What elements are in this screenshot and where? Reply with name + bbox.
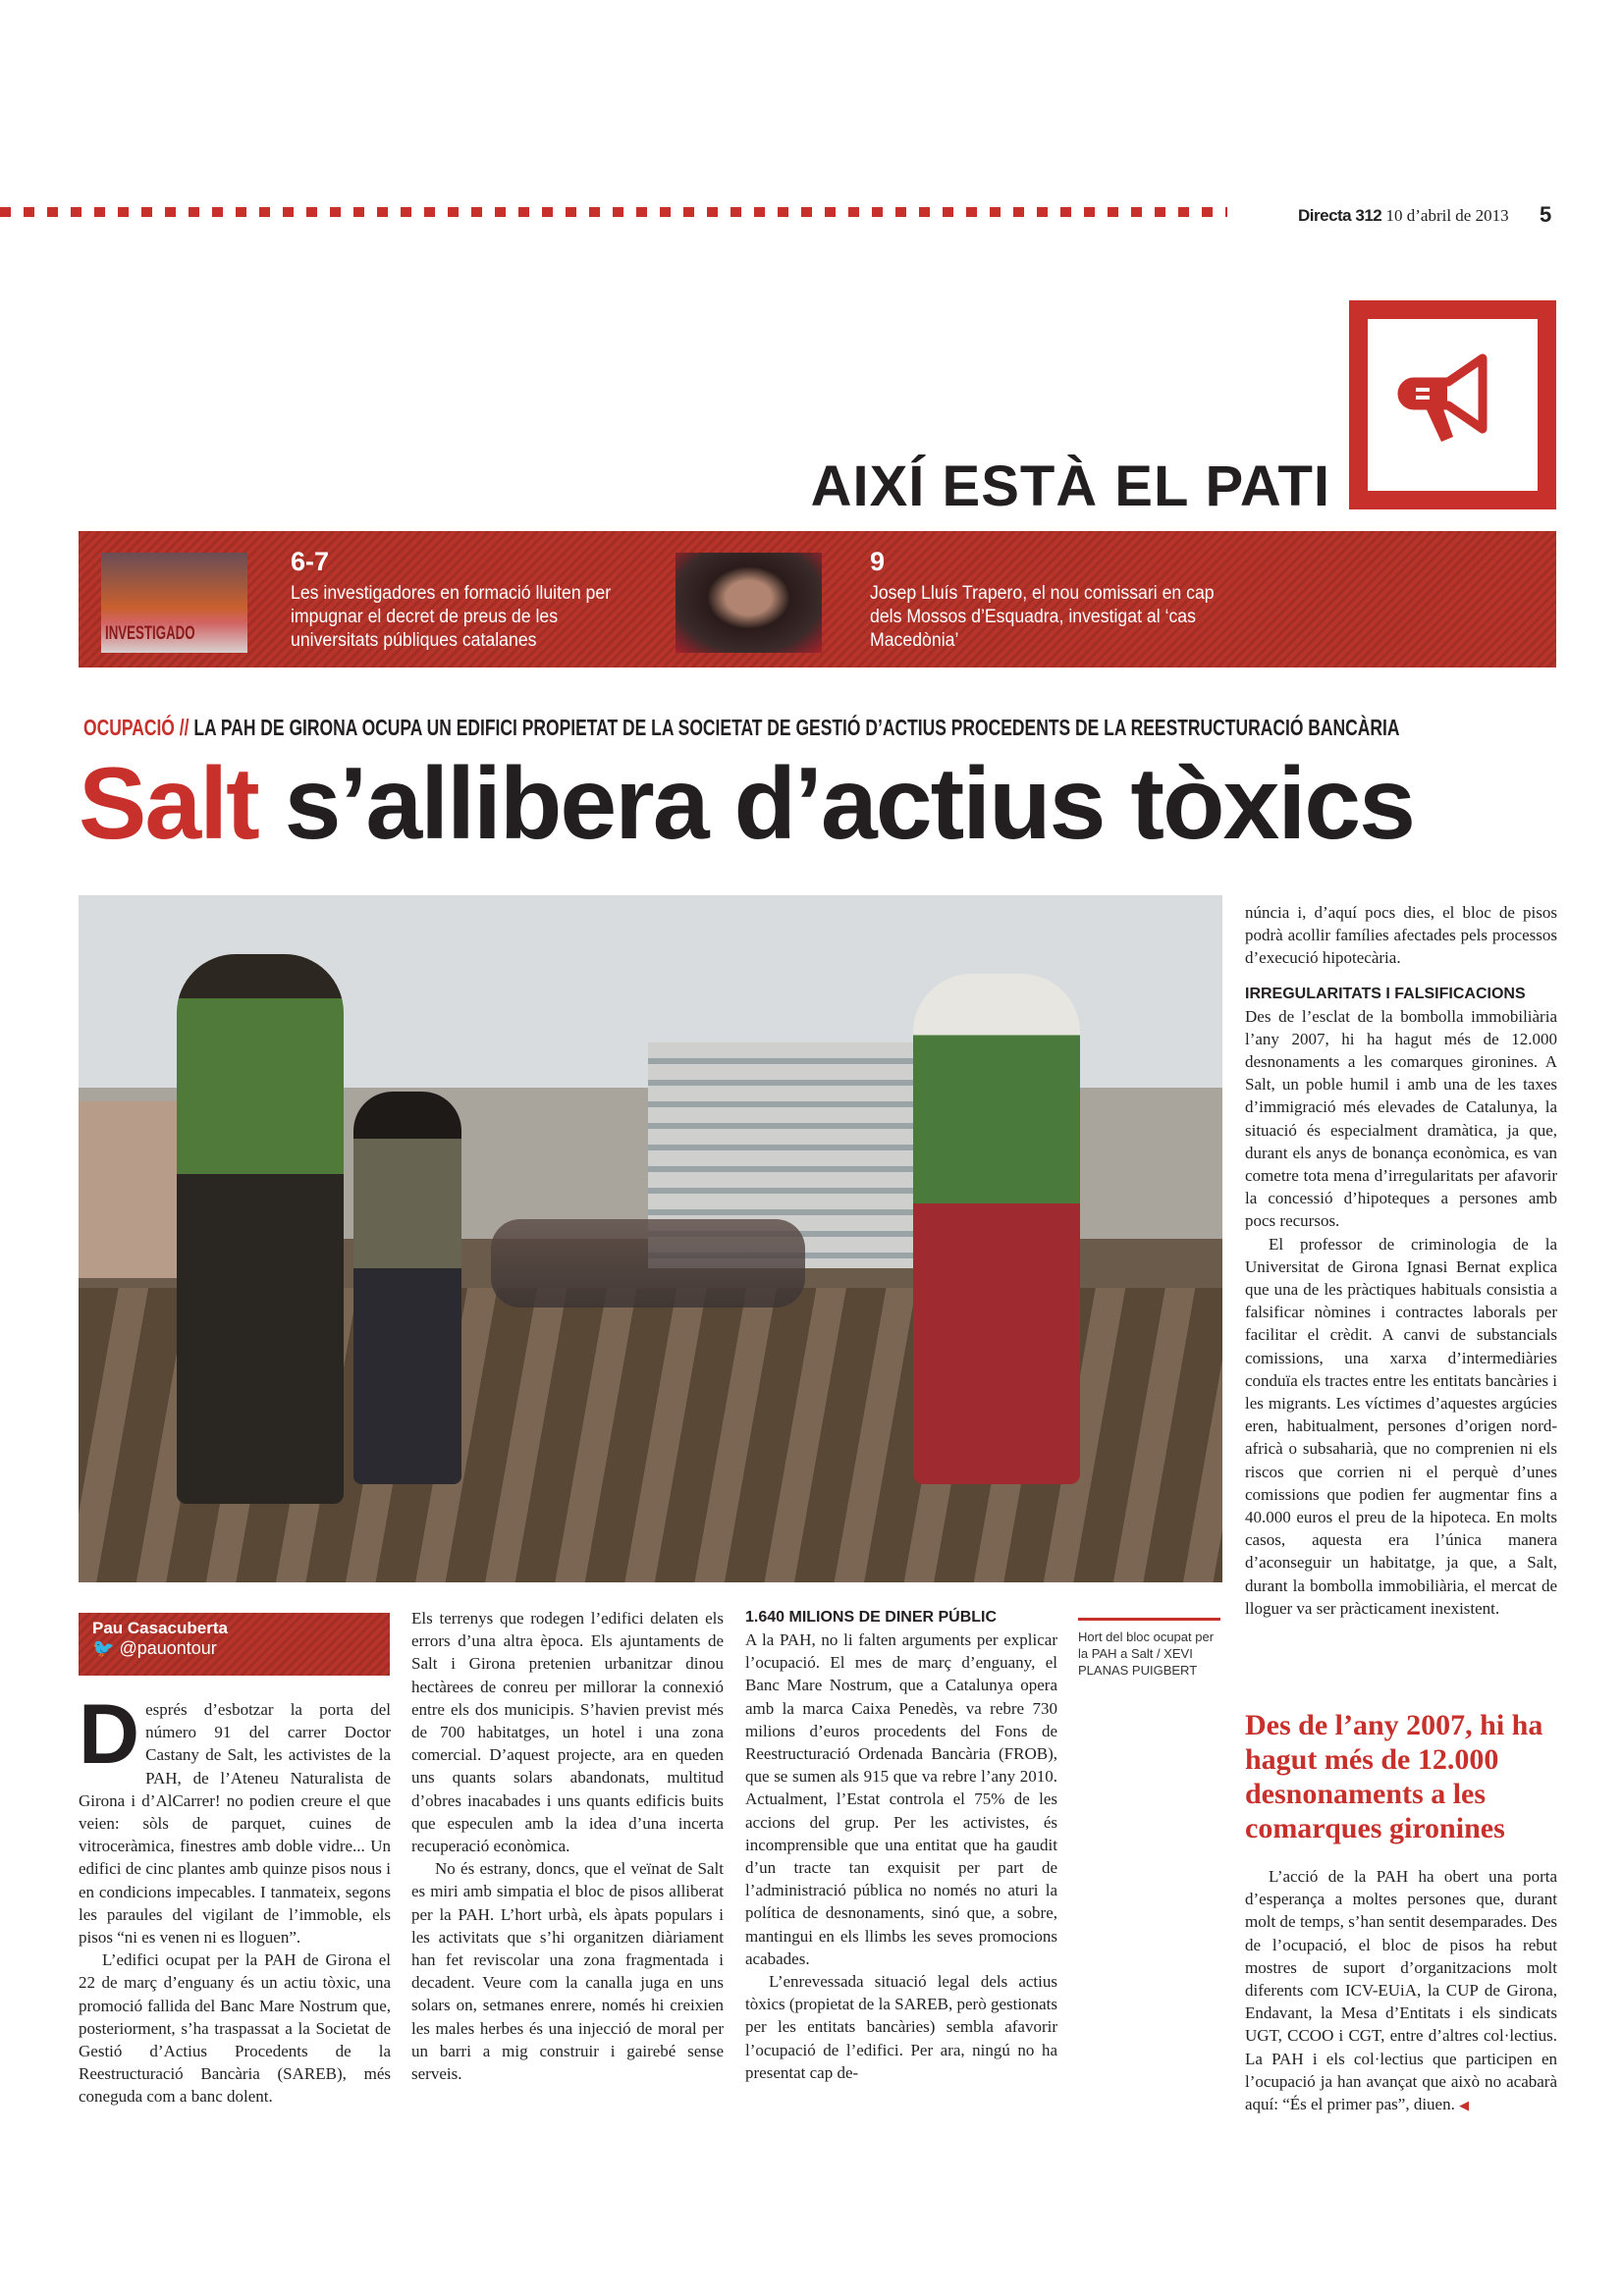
- column-4-end: [1245, 1865, 1557, 2116]
- headline: [79, 746, 1414, 863]
- headline-rest: s’allibera d’actius tòxics: [284, 747, 1414, 861]
- twitter-bird-icon: 🐦: [92, 1638, 115, 1658]
- paragraph: esprés d’esbotzar la porta del número 91 del carrer Doctor Castany de Salt, les activistes de la PAH, de l’Ateneu Naturalista de Girona i d’AlCarrer! no podien creure el que veien: sòls de parquet, cuines de vitroceràmica, finestres amb doble vidre... Un edifici de cinc plantes amb quinze pisos nous i en condicions impecables. I tanmateix, segons les paraules del vigilant de l’immoble, els pisos “ni es venen ni es lloguen”.: [79, 1700, 391, 1948]
- paragraph: No és estrany, doncs, que el veïnat de Salt es miri amb simpatia el bloc de pisos alliberat per la PAH. L’hort urbà, els àpats populars i les activitats que s’hi organitzen diàriament han fet reviscolar una zona fragmentada i decadent. Veure com la canalla juga en uns solars on, setmanes enrere, només hi creixien les males herbes és una injecció de moral per un barri a mig construir i gairebé sense serveis.: [411, 1859, 724, 2084]
- teaser-pages: 9: [870, 547, 886, 576]
- publication-name: Directa 312: [1298, 206, 1382, 225]
- main-photo-urban-garden: [79, 895, 1222, 1582]
- paragraph: Des de l’esclat de la bombolla immobiliària l’any 2007, hi ha hagut més de 12.000 desnonaments a les comarques gironines. A Salt, un poble humil i amb una de les taxes d’immigració més elevades de Catalunya, la situació és especialment dramàtica, ja que, durant els anys de bonança econòmica, es van cometre tota mena d’irregularitats per afavorir la concessió d’hipoteques a persones amb pocs recursos.: [1245, 1006, 1557, 1231]
- teaser-text[interactable]: Les investigadores en formació lluiten per impugnar el decret de preus de les universitats públiques catalanes: [291, 583, 612, 651]
- column-3: [745, 1607, 1057, 2084]
- column-1: [79, 1687, 391, 2109]
- kicker-text: LA PAH DE GIRONA OCUPA UN EDIFICI PROPIETAT DE LA SOCIETAT DE GESTIÓ D’ACTIUS PROCEDENTS DE LA REESTRUCTURACIÓ BANCÀRIA: [193, 715, 1400, 740]
- section-icon-box: [1349, 300, 1556, 509]
- kicker-label: OCUPACIÓ //: [83, 715, 189, 740]
- paragraph: A la PAH, no li falten arguments per explicar l’ocupació. El mes de març d’enguany, el Banc Mare Nostrum, que a Catalunya opera amb la marca Caixa Penedès, va rebre 730 milions d’euros procedents del Fons de Reestructuració Ordenada Bancària (FROB), que se sumen als 915 que va rebre l’any 2010. Actualment, l’Estat controla el 75% de les accions del grup. Per les activistes, és incomprensible que una entitat que ha gaudit d’un tracte tan exquisit per part de l’administració pública no només no aturi la política de desnonaments, sinó que, a sobre, mantingui en els llimbs les seves promocions acabades.: [745, 1630, 1057, 1968]
- issue-date: 10 d’abril de 2013: [1385, 206, 1509, 225]
- drop-cap: D: [79, 1687, 140, 1782]
- subheading: IRREGULARITATS I FALSIFICACIONS: [1245, 985, 1526, 1002]
- paragraph: núncia i, d’aquí pocs dies, el bloc de pisos podrà acollir famílies afectades pels processos d’execució hipotecària.: [1245, 903, 1557, 968]
- section-title: AIXÍ ESTÀ EL PATI: [810, 454, 1330, 518]
- author-twitter[interactable]: @pauontour: [119, 1638, 217, 1658]
- column-2: [411, 1607, 724, 2085]
- dotted-rule: [0, 207, 1227, 217]
- teaser-photo-trapero[interactable]: [676, 553, 822, 653]
- kicker: [83, 715, 1400, 741]
- teaser-band: [79, 531, 1556, 667]
- paragraph: L’enrevessada situació legal dels actius tòxics (propietat de la SAREB, però gestionats per les entitats bancàries) sembla afavorir l’ocupació de l’edifici. Per ara, ningú no ha presentat cap de-: [745, 1972, 1057, 2082]
- photo-caption: Hort del bloc ocupat per la PAH a Salt / XEVI PLANAS PUIGBERT: [1078, 1618, 1220, 1679]
- paragraph: Els terrenys que rodegen l’edifici delaten els errors d’una altra època. Els ajuntaments de Salt i Girona pretenien urbanitzar dinou hectàrees de conreu per millorar la connexió entre els dos municipis. S’havien previst més de 700 habitatges, un hotel i una zona comercial. D’aquest projecte, ara en queden uns quants solars abandonats, multitud d’obres inacabades i uns quants edificis buits que especulen amb la idea d’una incerta recuperació econòmica.: [411, 1609, 724, 1856]
- teaser-text[interactable]: Josep Lluís Trapero, el nou comissari en cap dels Mossos d’Esquadra, investigat al ‘cas Macedònia’: [870, 583, 1215, 651]
- photo-banner-lettering: INVESTIGADO: [105, 623, 195, 644]
- end-mark-icon: ◀: [1459, 2098, 1470, 2113]
- megaphone-icon: [1394, 347, 1512, 464]
- paragraph: L’acció de la PAH ha obert una porta d’esperança a moltes persones que, durant molt de temps, s’han sentit desemparades. Des de l’ocupació, el bloc de pisos ha rebut mostres de suport d’organitzacions molt diferents com ICV-EUiA, la CUP de Girona, Endavant, la Mesa d’Entitats i els sindicats UGT, CCOO i CGT, entre d’altres col·lectius. La PAH i els col·lectius que participen en l’ocupació ja han avançat que això no acabarà aquí: “És el primer pas”, diuen.: [1245, 1867, 1557, 2114]
- page-number: 5: [1540, 202, 1552, 227]
- paragraph: El professor de criminologia de la Universitat de Girona Ignasi Bernat explica que una de les pràctiques habituals consistia a falsificar nòmines i contractes laborals per facilitar el crèdit. A canvi de substancials comissions, una xarxa d’intermediàries conduïa els tractes entre les entitats bancàries i les migrants. Les víctimes d’aquestes argúcies eren, habitualment, persones d’origen nord-africà o subsaharià, que no comprenien ni els riscos que corrien ni el perquè d’unes comissions que podien fer augmentar fins a 40.000 euros el preu de la hipoteca. En molts casos, aquesta era l’única manera d’aconseguir un habitatge, ja que, a Salt, durant la bombolla immobiliària, el mercat de lloguer va ser pràcticament inexistent.: [1245, 1234, 1557, 1618]
- author-name: Pau Casacuberta: [92, 1619, 228, 1637]
- headline-red: Salt: [79, 747, 258, 861]
- teaser-pages: 6-7: [291, 547, 330, 576]
- paragraph: L’edifici ocupat per la PAH de Girona el 22 de març d’enguany és un actiu tòxic, una promoció fallida del Banc Mare Nostrum que, posteriorment, s’ha traspassat a la Societat de Gestió d’Actius Procedents de la Reestructuració Bancària (SAREB), més coneguda com a banc dolent.: [79, 1950, 391, 2107]
- folio: [1298, 206, 1509, 226]
- teaser-photo-researchers[interactable]: [101, 553, 247, 653]
- pull-quote: Des de l’any 2007, hi ha hagut més de 12.000 desnonaments a les comarques gironines: [1245, 1709, 1543, 1844]
- subheading: 1.640 MILIONS DE DINER PÚBLIC: [745, 1609, 998, 1626]
- author-box: [79, 1613, 390, 1676]
- column-4: [1245, 901, 1557, 1620]
